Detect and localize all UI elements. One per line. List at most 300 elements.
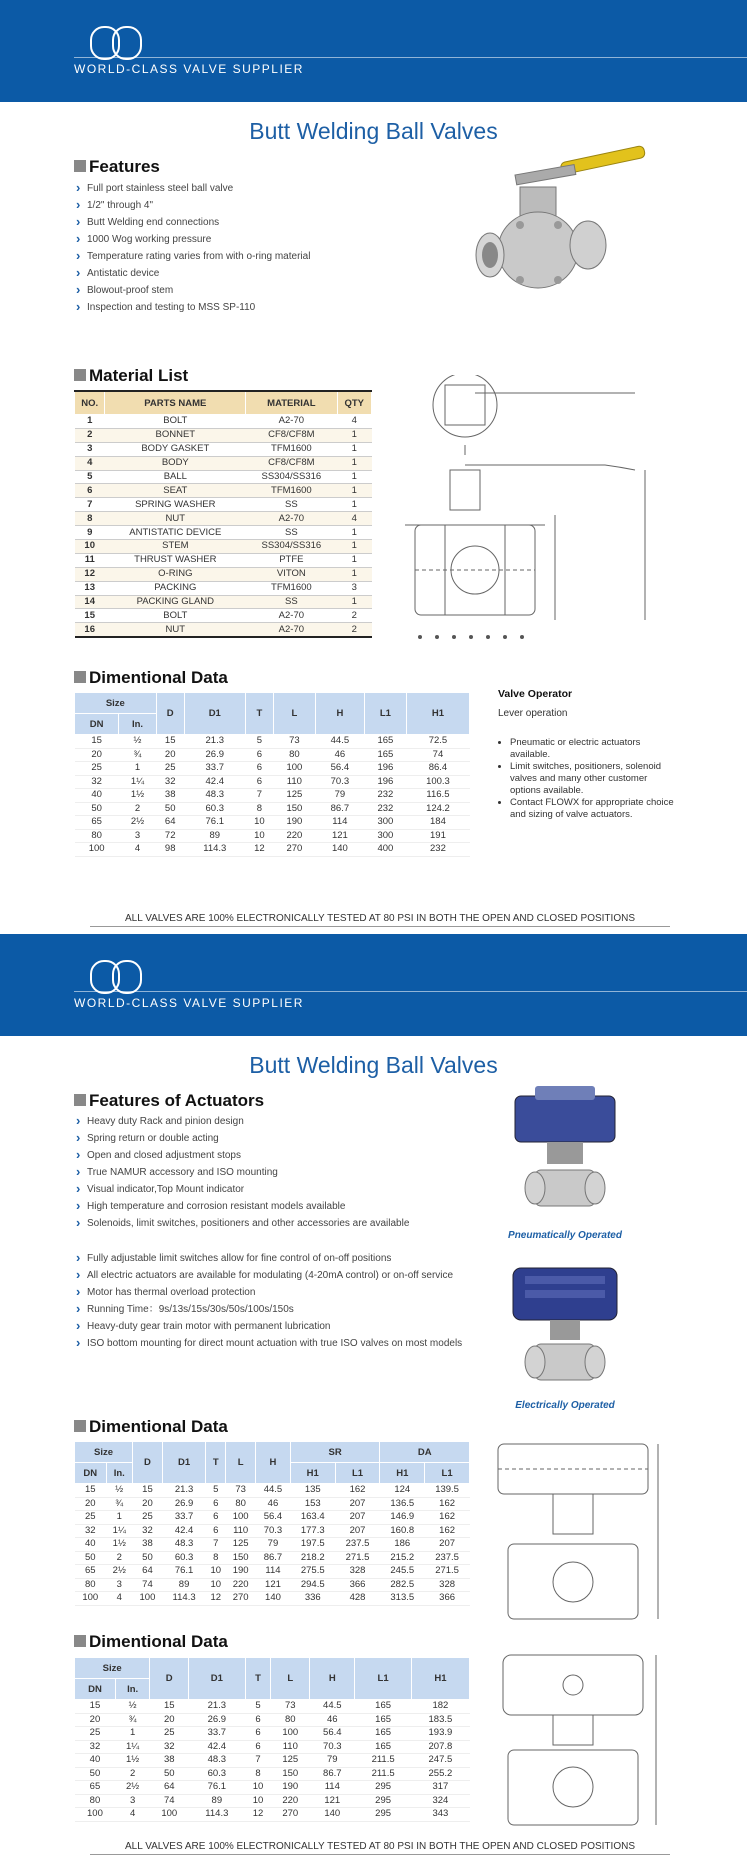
table-cell: 4 xyxy=(337,415,372,429)
table-cell: 1 xyxy=(115,1727,149,1741)
table-cell: 295 xyxy=(355,1794,411,1808)
table-cell: 25 xyxy=(156,762,184,776)
table-cell: BONNET xyxy=(105,428,246,442)
table-cell: 1¼ xyxy=(106,1524,133,1538)
table-cell: 5 xyxy=(245,735,273,749)
table-cell: 8 xyxy=(245,1767,271,1781)
table-cell: 100 xyxy=(75,1808,116,1822)
column-header: DN xyxy=(75,714,119,735)
column-header: L1 xyxy=(355,1658,411,1700)
table-cell: 50 xyxy=(150,1767,189,1781)
table-cell: 207 xyxy=(335,1511,380,1525)
table-cell: 165 xyxy=(355,1727,411,1741)
table-cell: 33.7 xyxy=(189,1727,245,1741)
table-cell: 162 xyxy=(335,1484,380,1498)
table-cell: 80 xyxy=(273,748,315,762)
table-cell: 48.3 xyxy=(189,1754,245,1768)
table-row xyxy=(75,1808,470,1822)
table-cell: 1 xyxy=(337,456,372,470)
header-divider-2 xyxy=(74,991,747,992)
table-cell: PACKING GLAND xyxy=(105,595,246,609)
table-row xyxy=(75,415,372,429)
column-header: T xyxy=(245,1658,271,1700)
table-cell: 270 xyxy=(271,1808,310,1822)
table-cell: 50 xyxy=(75,1551,107,1565)
table-cell: 10 xyxy=(245,816,273,830)
dimension-table-pneumatic xyxy=(74,1441,470,1606)
table-cell: SS xyxy=(246,498,337,512)
table-cell: ¾ xyxy=(119,748,156,762)
table-row xyxy=(75,789,470,803)
table-cell: 12 xyxy=(75,567,105,581)
feature-item: › Fully adjustable limit switches allow for fine control of on-off positions xyxy=(76,1250,476,1267)
column-header: H1 xyxy=(411,1658,469,1700)
column-header: H1 xyxy=(380,1463,425,1484)
table-cell: 295 xyxy=(355,1781,411,1795)
column-header: In. xyxy=(119,714,156,735)
page1-banner: ALL VALVES ARE 100% ELECTRONICALLY TESTED AT 80 PSI IN BOTH THE OPEN AND CLOSED POSITIONS xyxy=(90,913,670,927)
table-cell: A2-70 xyxy=(246,609,337,623)
table-cell: 100 xyxy=(75,843,119,857)
operator-title: Valve Operator xyxy=(498,688,573,700)
table-row xyxy=(75,816,470,830)
table-cell: 177.3 xyxy=(290,1524,335,1538)
table-row xyxy=(75,748,470,762)
column-header: D xyxy=(133,1442,163,1484)
table-cell: 20 xyxy=(75,1497,107,1511)
table-cell: SPRING WASHER xyxy=(105,498,246,512)
table-cell: 2 xyxy=(115,1767,149,1781)
feature-item: › Heavy duty Rack and pinion design xyxy=(76,1113,476,1130)
table-cell: 74 xyxy=(406,748,469,762)
table-cell: 42.4 xyxy=(184,775,245,789)
table-cell: 232 xyxy=(364,802,406,816)
table-cell: SS xyxy=(246,595,337,609)
table-row xyxy=(75,595,372,609)
table-cell: SS xyxy=(246,526,337,540)
column-header: SR xyxy=(290,1442,380,1463)
column-header: H xyxy=(310,1658,355,1700)
table-cell: SEAT xyxy=(105,484,246,498)
table-cell: 275.5 xyxy=(290,1565,335,1579)
page1-title: Butt Welding Ball Valves xyxy=(249,118,498,144)
table-cell: 25 xyxy=(75,1727,116,1741)
table-cell: 76.1 xyxy=(189,1781,245,1795)
table-cell: 10 xyxy=(206,1565,226,1579)
table-cell: STEM xyxy=(105,540,246,554)
column-header: T xyxy=(245,693,273,735)
table-cell: 32 xyxy=(75,1524,107,1538)
table-cell: 190 xyxy=(271,1781,310,1795)
table-cell: 14 xyxy=(75,595,105,609)
table-cell: 366 xyxy=(425,1592,470,1606)
feature-item: › Motor has thermal overload protection xyxy=(76,1284,476,1301)
table-cell: 116.5 xyxy=(406,789,469,803)
table-cell: 237.5 xyxy=(335,1538,380,1552)
table-cell: 89 xyxy=(162,1578,205,1592)
table-cell: 114 xyxy=(310,1781,355,1795)
table-cell: 125 xyxy=(273,789,315,803)
table-row xyxy=(75,1713,470,1727)
table-cell: 400 xyxy=(364,843,406,857)
table-cell: 80 xyxy=(75,1578,107,1592)
column-header: DN xyxy=(75,1679,116,1700)
table-cell: 70.3 xyxy=(310,1740,355,1754)
feature-item: › Solenoids, limit switches, positioners and other accessories are available xyxy=(76,1215,476,1232)
table-cell: 165 xyxy=(355,1740,411,1754)
table-cell: ½ xyxy=(119,735,156,749)
table-cell: 2½ xyxy=(115,1781,149,1795)
table-cell: 10 xyxy=(245,1794,271,1808)
brand-logo xyxy=(90,26,150,60)
column-header: In. xyxy=(106,1463,133,1484)
table-cell: 64 xyxy=(156,816,184,830)
table-cell: 100.3 xyxy=(406,775,469,789)
column-header: D1 xyxy=(189,1658,245,1700)
page2-banner: ALL VALVES ARE 100% ELECTRONICALLY TESTED AT 80 PSI IN BOTH THE OPEN AND CLOSED POSITIONS xyxy=(90,1841,670,1855)
table-cell: PTFE xyxy=(246,553,337,567)
table-cell: 50 xyxy=(75,1767,116,1781)
table-row xyxy=(75,802,470,816)
table-cell: 328 xyxy=(425,1578,470,1592)
electric-features-list xyxy=(76,1250,476,1352)
table-cell: ANTISTATIC DEVICE xyxy=(105,526,246,540)
operator-subtitle: Lever operation xyxy=(498,708,568,719)
table-cell: 1 xyxy=(337,498,372,512)
table-cell: BOLT xyxy=(105,415,246,429)
table-cell: 79 xyxy=(310,1754,355,1768)
table-cell: 6 xyxy=(245,1713,271,1727)
table-cell: 184 xyxy=(406,816,469,830)
table-cell: 237.5 xyxy=(425,1551,470,1565)
table-cell: 70.3 xyxy=(315,775,364,789)
table-cell: 121 xyxy=(256,1578,291,1592)
dimension-table-electric xyxy=(74,1657,470,1822)
table-cell: 100 xyxy=(271,1727,310,1741)
table-cell: 196 xyxy=(364,762,406,776)
table-cell: 20 xyxy=(133,1497,163,1511)
table-cell: 15 xyxy=(75,735,119,749)
table-cell: 3 xyxy=(337,581,372,595)
table-cell: 1 xyxy=(337,442,372,456)
table-cell: 10 xyxy=(245,1781,271,1795)
column-header: L1 xyxy=(364,693,406,735)
table-cell: 25 xyxy=(150,1727,189,1741)
table-row xyxy=(75,484,372,498)
table-cell: 32 xyxy=(133,1524,163,1538)
table-cell: 1 xyxy=(337,526,372,540)
table-row xyxy=(75,1578,470,1592)
table-cell: 218.2 xyxy=(290,1551,335,1565)
table-cell: 6 xyxy=(245,1727,271,1741)
table-cell: 44.5 xyxy=(256,1484,291,1498)
table-cell: 7 xyxy=(75,498,105,512)
table-cell: 110 xyxy=(226,1524,256,1538)
table-cell: 15 xyxy=(156,735,184,749)
table-row xyxy=(75,1754,470,1768)
column-header: D1 xyxy=(184,693,245,735)
column-header: Size xyxy=(75,1658,150,1679)
actuator-features-heading: Features of Actuators xyxy=(74,1091,264,1111)
table-cell: 4 xyxy=(115,1808,149,1822)
table-cell: 295 xyxy=(355,1808,411,1822)
table-cell: 86.7 xyxy=(256,1551,291,1565)
table-cell: 162 xyxy=(425,1524,470,1538)
header-divider xyxy=(74,57,747,58)
table-cell: 8 xyxy=(245,802,273,816)
valve-photo xyxy=(460,145,670,345)
table-cell: 64 xyxy=(133,1565,163,1579)
column-header: DN xyxy=(75,1463,107,1484)
table-cell: 46 xyxy=(256,1497,291,1511)
table-cell: 65 xyxy=(75,1565,107,1579)
table-cell: 89 xyxy=(189,1794,245,1808)
table-cell: 60.3 xyxy=(189,1767,245,1781)
table-cell: 38 xyxy=(156,789,184,803)
table-cell: 89 xyxy=(184,829,245,843)
feature-item: › ISO bottom mounting for direct mount actuation with true ISO valves on most models xyxy=(76,1335,476,1352)
table-cell: 300 xyxy=(364,829,406,843)
table-cell: 100 xyxy=(133,1592,163,1606)
table-cell: 40 xyxy=(75,1754,116,1768)
table-cell: 76.1 xyxy=(184,816,245,830)
table-cell: 15 xyxy=(133,1484,163,1498)
operator-note: • Contact FLOWX for appropriate choice and sizing of valve actuators. xyxy=(510,797,678,821)
table-cell: 26.9 xyxy=(189,1713,245,1727)
table-cell: 21.3 xyxy=(162,1484,205,1498)
table-row xyxy=(75,1794,470,1808)
table-cell: 38 xyxy=(150,1754,189,1768)
table-cell: 428 xyxy=(335,1592,380,1606)
table-cell: 343 xyxy=(411,1808,469,1822)
table-cell: 21.3 xyxy=(189,1700,245,1714)
table-row xyxy=(75,843,470,857)
table-row xyxy=(75,1565,470,1579)
table-cell: 165 xyxy=(364,748,406,762)
electric-actuator-photo xyxy=(505,1256,625,1399)
table-cell: 165 xyxy=(364,735,406,749)
table-cell: 215.2 xyxy=(380,1551,425,1565)
table-cell: 74 xyxy=(150,1794,189,1808)
table-cell: 25 xyxy=(75,762,119,776)
table-cell: 2½ xyxy=(106,1565,133,1579)
table-cell: 3 xyxy=(75,442,105,456)
column-header: NO. xyxy=(75,391,105,415)
table-cell: 50 xyxy=(133,1551,163,1565)
table-cell: 9 xyxy=(75,526,105,540)
table-cell: 183.5 xyxy=(411,1713,469,1727)
table-cell: 1 xyxy=(337,428,372,442)
table-cell: 86.7 xyxy=(310,1767,355,1781)
table-cell: 65 xyxy=(75,816,119,830)
table-cell: 282.5 xyxy=(380,1578,425,1592)
table-cell: 10 xyxy=(206,1578,226,1592)
table-cell: NUT xyxy=(105,623,246,637)
column-header: H xyxy=(256,1442,291,1484)
table-cell: 56.4 xyxy=(310,1727,355,1741)
table-cell: 153 xyxy=(290,1497,335,1511)
table-cell: 1 xyxy=(106,1511,133,1525)
table-cell: 100 xyxy=(75,1592,107,1606)
column-header: QTY xyxy=(337,391,372,415)
table-cell: 114.3 xyxy=(162,1592,205,1606)
table-row xyxy=(75,1484,470,1498)
table-cell: 46 xyxy=(315,748,364,762)
table-cell: 247.5 xyxy=(411,1754,469,1768)
table-row xyxy=(75,609,372,623)
table-cell: 86.7 xyxy=(315,802,364,816)
table-cell: 7 xyxy=(245,789,273,803)
table-cell: 15 xyxy=(75,1700,116,1714)
table-cell: 26.9 xyxy=(162,1497,205,1511)
table-row xyxy=(75,1592,470,1606)
table-cell: 1½ xyxy=(115,1754,149,1768)
table-cell: 124 xyxy=(380,1484,425,1498)
table-cell: 65 xyxy=(75,1781,116,1795)
table-cell: 1 xyxy=(337,567,372,581)
table-cell: 16 xyxy=(75,623,105,637)
table-cell: 207.8 xyxy=(411,1740,469,1754)
table-cell: 124.2 xyxy=(406,802,469,816)
material-heading: Material List xyxy=(74,366,188,386)
table-cell: A2-70 xyxy=(246,415,337,429)
table-cell: 136.5 xyxy=(380,1497,425,1511)
table-row xyxy=(75,581,372,595)
table-cell: 2 xyxy=(337,623,372,637)
table-cell: 255.2 xyxy=(411,1767,469,1781)
table-cell: 80 xyxy=(75,829,119,843)
operator-note: • Limit switches, positioners, solenoid valves and many other customer options available. xyxy=(510,761,678,797)
table-row xyxy=(75,567,372,581)
table-cell: 3 xyxy=(115,1794,149,1808)
table-row xyxy=(75,829,470,843)
table-cell: 336 xyxy=(290,1592,335,1606)
features-heading: Features xyxy=(74,157,160,177)
table-cell: 114.3 xyxy=(184,843,245,857)
table-row xyxy=(75,1538,470,1552)
table-cell: 366 xyxy=(335,1578,380,1592)
feature-item: › All electric actuators are available for modulating (4-20mA control) or on-off service xyxy=(76,1267,476,1284)
table-cell: 1 xyxy=(75,415,105,429)
table-cell: 6 xyxy=(245,1740,271,1754)
table-cell: CF8/CF8M xyxy=(246,428,337,442)
table-cell: 1¼ xyxy=(115,1740,149,1754)
table-row xyxy=(75,1781,470,1795)
table-cell: ¾ xyxy=(106,1497,133,1511)
table-row xyxy=(75,428,372,442)
table-cell: 163.4 xyxy=(290,1511,335,1525)
table-cell: 162 xyxy=(425,1511,470,1525)
table-cell: 220 xyxy=(271,1794,310,1808)
table-cell: 6 xyxy=(245,775,273,789)
table-row xyxy=(75,1727,470,1741)
table-cell: 317 xyxy=(411,1781,469,1795)
table-cell: 74 xyxy=(133,1578,163,1592)
table-cell: 190 xyxy=(226,1565,256,1579)
table-cell: 1 xyxy=(337,595,372,609)
table-row xyxy=(75,762,470,776)
table-cell: 12 xyxy=(245,843,273,857)
table-row xyxy=(75,470,372,484)
table-cell: 140 xyxy=(315,843,364,857)
table-row xyxy=(75,540,372,554)
table-cell: 232 xyxy=(364,789,406,803)
table-cell: 48.3 xyxy=(184,789,245,803)
table-cell: 125 xyxy=(226,1538,256,1552)
table-cell: 6 xyxy=(75,484,105,498)
table-cell: ¾ xyxy=(115,1713,149,1727)
table-cell: 146.9 xyxy=(380,1511,425,1525)
table-cell: 50 xyxy=(75,802,119,816)
table-cell: 50 xyxy=(156,802,184,816)
table-row xyxy=(75,1511,470,1525)
table-cell: 110 xyxy=(273,775,315,789)
table-cell: 12 xyxy=(245,1808,271,1822)
table-cell: 6 xyxy=(245,762,273,776)
column-header: Size xyxy=(75,1442,133,1463)
table-cell: 32 xyxy=(75,1740,116,1754)
table-cell: A2-70 xyxy=(246,623,337,637)
operator-note: • Pneumatic or electric actuators available. xyxy=(510,737,678,761)
table-cell: 140 xyxy=(256,1592,291,1606)
table-row xyxy=(75,526,372,540)
table-cell: 135 xyxy=(290,1484,335,1498)
table-cell: 79 xyxy=(256,1538,291,1552)
table-cell: 2 xyxy=(337,609,372,623)
column-header: DA xyxy=(380,1442,470,1463)
table-cell: 40 xyxy=(75,1538,107,1552)
table-cell: 114 xyxy=(256,1565,291,1579)
table-cell: 193.9 xyxy=(411,1727,469,1741)
table-cell: 324 xyxy=(411,1794,469,1808)
table-cell: 150 xyxy=(271,1767,310,1781)
table-cell: 100 xyxy=(226,1511,256,1525)
column-header: H xyxy=(315,693,364,735)
table-cell: 100 xyxy=(273,762,315,776)
table-cell: 1 xyxy=(337,540,372,554)
feature-item: › 1000 Wog working pressure xyxy=(76,231,406,248)
table-cell: 72 xyxy=(156,829,184,843)
table-cell: 1½ xyxy=(119,789,156,803)
table-cell: 211.5 xyxy=(355,1754,411,1768)
table-cell: 328 xyxy=(335,1565,380,1579)
table-cell: 32 xyxy=(75,775,119,789)
dimension-table-lever xyxy=(74,692,470,857)
table-row xyxy=(75,1551,470,1565)
feature-item: › Blowout-proof stem xyxy=(76,282,406,299)
table-cell: 3 xyxy=(106,1578,133,1592)
table-cell: 4 xyxy=(106,1592,133,1606)
table-cell: 1 xyxy=(337,484,372,498)
table-cell: 6 xyxy=(206,1497,226,1511)
table-cell: 5 xyxy=(206,1484,226,1498)
table-cell: 15 xyxy=(150,1700,189,1714)
table-cell: 42.4 xyxy=(189,1740,245,1754)
table-cell: NUT xyxy=(105,512,246,526)
table-cell: 160.8 xyxy=(380,1524,425,1538)
table-cell: SS304/SS316 xyxy=(246,470,337,484)
table-cell: 46 xyxy=(310,1713,355,1727)
table-cell: 139.5 xyxy=(425,1484,470,1498)
table-cell: 5 xyxy=(245,1700,271,1714)
table-row xyxy=(75,1524,470,1538)
table-row xyxy=(75,1767,470,1781)
table-cell: 140 xyxy=(310,1808,355,1822)
column-header: L xyxy=(226,1442,256,1484)
table-cell: TFM1600 xyxy=(246,484,337,498)
table-cell: 1 xyxy=(337,470,372,484)
table-cell: 191 xyxy=(406,829,469,843)
